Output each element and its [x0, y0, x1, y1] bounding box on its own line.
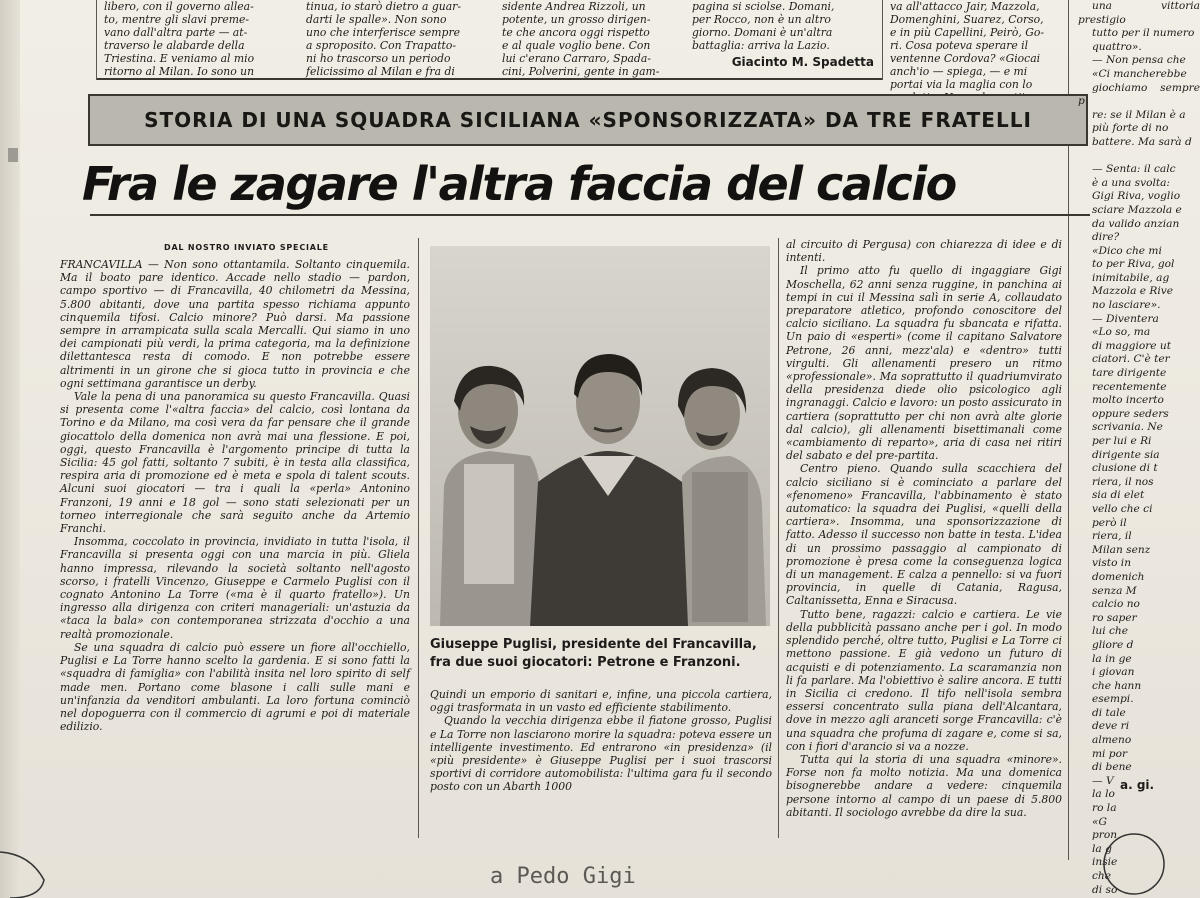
article-paragraph: Tutta qui la storia di una squadra «minore». Forse non fa molto notizia. Ma una domenica bisognerebbe andare a vedere: cinquemila persone intorno al campo di un paese di 5.800 abitanti. Il sociologo avrebbe da dire la sua.	[786, 752, 1062, 819]
top-col-line: libero, con il governo allea-	[104, 0, 254, 13]
strip-line: i giovan	[1092, 666, 1135, 679]
top-box-rule	[96, 78, 882, 80]
strip-line: clusione di t	[1092, 462, 1158, 475]
top-col-line: potente, un grosso dirigen-	[502, 13, 651, 26]
article-paragraph: FRANCAVILLA — Non sono ottantamila. Soltanto cinquemila. Ma il boato pare identico. Accade nello stadio — pardon, campo sportivo — di Francavilla, 40 chilometri da Messina, 5.800 abitanti, dove una partita spesso richiama appunto cinquemila tifosi. Calcio minore? Può darsi. Ma passione sempre in arrampicata sulla scala Mercalli. Qui siamo in uno dei campionati più verdi, la prima categoria, ma la definizione dilettantesca resta di comodo. E non potrebbe essere altrimenti in un girone che si gioca tutto in provincia e che ogni settimana garantisce un derby.	[60, 258, 410, 390]
top-col-line: Domenghini, Suarez, Corso,	[890, 13, 1044, 26]
strip-line: più forte di no	[1092, 122, 1169, 135]
top-col-line: e in più Capellini, Peirò, Go-	[890, 26, 1044, 39]
top-col-line: anch'io — spiega, — e mi	[890, 65, 1028, 78]
top-col-line: Triestina. E veniamo al mio	[104, 52, 255, 65]
top-col-1	[104, 0, 296, 78]
article-paragraph: Centro pieno. Quando sulla scacchiera del calcio siciliano si è cominciato a parlare del «fenomeno» Francavilla, l'abbinamento è stato automatico: la squadra dei Puglisi, «quelli della cartiera». Insomma, una sponsorizzazione di fatto. Adesso il successo non batte in testa. L'idea di un prossimo passaggio al campionato di promozione è presa come la conseguenza logica di un management. E calza a pennello: si va fuori provincia, in quelle di Catania, Ragusa, Caltanissetta, Enna e Siracusa.	[786, 462, 1062, 608]
strip-line: insie	[1092, 856, 1118, 869]
strip-line: pron	[1092, 829, 1118, 842]
top-col-line: cini, Polverini, gente in gam-	[502, 65, 660, 78]
strip-line: almeno	[1092, 734, 1132, 747]
strip-line: una vittoria prestigio	[1078, 0, 1200, 26]
strip-line: per lui e Ri	[1092, 435, 1152, 447]
top-col-line: te che ancora oggi rispetto	[502, 26, 650, 39]
page-edge	[0, 0, 20, 898]
headline: Fra le zagare l'altra faccia del calcio	[82, 157, 956, 211]
article-col-2	[430, 688, 772, 838]
article-paragraph: Vale la pena di una panoramica su questo Francavilla. Quasi si presenta come l'«altra faccia» del calcio, così lontana da Torino e da Milano, ma così vera da far pensare che il grande giocattolo della domenica non avrà mai una flessione. E poi, oggi, questo Francavilla è l'argomento principe di tutta la Sicilia: 45 gol fatti, soltanto 7 subiti, è in testa alla classifica, respira aria di promozione ed è meta e spola di talent scouts. Alcuni suoi giocatori — tra i quali la «perla» Antonino Franzoni, 19 anni e 18 gol — sono stati selezionati per un torneo interregionale che sarà seguito anche da Artemio Franchi.	[60, 390, 410, 536]
top-col-line: per Rocco, non è un altro	[692, 13, 831, 26]
top-col-line: portai via la maglia con lo	[890, 78, 1033, 91]
strip-line: to per Riva, gol	[1092, 258, 1175, 271]
team-photo	[430, 246, 770, 626]
top-col-line: lui c'erano Carraro, Spada-	[502, 52, 651, 65]
strip-line: no lasciare».	[1092, 299, 1161, 312]
strip-line: «Lo so, ma	[1092, 326, 1151, 339]
article-paragraph: Tutto bene, ragazzi: calcio e cartiera. Le vie della pubblicità passano anche per i gol. In modo splendido perché, oltre tutto, Puglisi e La Torre ci mettono passione. E già vedono un futuro di acquisti e di potenziamento. La scaramanzia non li fa parlare. Ma l'obiettivo è salire ancora. E tutti in Sicilia ci credono. Il tifo nell'isola sembra essersi concentrato sulla piana dell'Alcantara, dove in mezzo agli aranceti sorge Francavilla: c'è una squadra che profuma di zagare e, come si sa, con i fiori d'arancio si va a nozze.	[786, 607, 1062, 753]
strip-line: da valido anzian	[1092, 217, 1180, 230]
strip-line: re: se il Milan è a	[1092, 108, 1186, 121]
top-col-line: a sproposito. Con Trapatto-	[306, 39, 457, 52]
top-col-4-signature: Giacinto M. Spadetta	[731, 55, 874, 69]
strip-line: mi por	[1092, 747, 1128, 760]
strip-line: «Ci mancherebbe	[1092, 67, 1187, 80]
article-col-1	[60, 258, 410, 843]
photo-illustration	[430, 246, 770, 626]
top-col-line: giorno. Domani è un'altra	[692, 26, 833, 39]
byline: DAL NOSTRO INVIATO SPECIALE	[164, 243, 329, 252]
top-col-line: ventenne Cordova? «Giocai	[890, 52, 1041, 65]
top-col-2	[306, 0, 492, 78]
strip-line: di bene	[1092, 761, 1132, 774]
strip-line: «G	[1092, 815, 1107, 828]
strip-line: ro la	[1092, 802, 1117, 815]
top-col-3	[502, 0, 680, 78]
strip-line: — Non pensa che	[1092, 54, 1186, 67]
handwritten-note: a Pedo Gigi	[490, 864, 636, 889]
article-paragraph: Insomma, coccolato in provincia, invidiato in tutta l'isola, il Francavilla si presenta oggi con una marcia in più. Gliela hanno impressa, rilevando la società soltanto nell'agosto scorso, i fratelli Vincenzo, Giuseppe e Carmelo Puglisi con il cognato Antonino La Torre («ma è il quarto fratello»). Un ingresso alla dirigenza con criteri manageriali: un'astuzia da «taca la bala» con contemporanea strizzata d'occhio a una realtà promozionale.	[60, 535, 410, 641]
top-col-line: ri. Cosa poteva sperare il	[890, 39, 1029, 52]
strip-line: riera, il	[1092, 530, 1132, 543]
strip-line: giochiamo sempre p	[1078, 81, 1200, 108]
top-col-5	[890, 0, 1068, 91]
photo-caption: Giuseppe Puglisi, presidente del Francavilla, fra due suoi giocatori: Petrone e Franzoni.	[430, 637, 757, 670]
adjacent-article-strip	[1076, 0, 1200, 896]
strip-line: senza M	[1092, 584, 1137, 597]
strip-line: la g	[1092, 842, 1112, 855]
strip-line: ciatori. C'è ter	[1092, 353, 1170, 366]
article-paragraph: Se una squadra di calcio può essere un fiore all'occhiello, Puglisi e La Torre hanno scelto la gardenia. E si sono fatti la «squadra di famiglia» con l'abilità insita nel loro spirito di self made men. Portano come blasone i calli sulle mani e un'infanzia da venditori ambulanti. La loro fortuna cominciò nel dopoguerra con il commercio di agrumi e poi di materiale edilizio.	[60, 640, 410, 734]
strip-line: domenich	[1092, 570, 1145, 583]
strip-line: visto in	[1092, 557, 1132, 570]
strip-line: sciare Mazzola e	[1092, 203, 1182, 216]
strip-line: molto incerto	[1092, 394, 1164, 407]
strip-line: è a una svolta:	[1092, 176, 1170, 189]
strip-line: dire?	[1092, 231, 1120, 244]
kicker-banner: STORIA DI UNA SQUADRA SICILIANA «SPONSORIZZATA» DA TRE FRATELLI	[88, 94, 1088, 146]
strip-line: la lo	[1092, 788, 1115, 801]
article-paragraph: Il primo atto fu quello di ingaggiare Gigi Moschella, 62 anni senza ruggine, in panchina ai tempi in cui il Messina salì in serie A, collaudato preparatore atletico, profondo conoscitore del calcio siciliano. La squadra fu sbancata e rifatta. Un paio di «esperti» (come il capitano Salvatore Petrone, 26 anni, mezz'ala) e «dentro» tutti virgulti. Gli allenamenti presero un ritmo «professionale». Ma soprattutto il quadriumvirato della presidenza diede olio psicologico agli ingranaggi. Calcio e lavoro: un posto assicurato in cartiera (soprattutto per chi non avrà alte glorie dal calcio), gli allenamenti bisettimanali come «cambiamento di reparto», aria di casa nei ritiri del sabato e del pre-partita.	[786, 264, 1062, 463]
strip-line: «Dico che mi	[1092, 244, 1162, 257]
strip-line: Milan senz	[1092, 543, 1151, 556]
article-col-3	[786, 238, 1062, 819]
top-col-line: ni ho trascorso un periodo	[306, 52, 451, 65]
article-paragraph: Quando la vecchia dirigenza ebbe il fiatone grosso, Puglisi e La Torre non lasciarono morire la squadra: poteva essere un intelligente investimento. Ed entrarono «in presidenza» (il «più presidente» è Giuseppe Puglisi per i suoi trascorsi sportivi di corridore automobilista: l'ultima gara fu il secondo posto con un Abarth 1000	[430, 714, 772, 794]
strip-line: vello che ci	[1092, 502, 1153, 515]
strip-line: ro saper	[1092, 611, 1137, 624]
top-col-line: traverso le alabarde della	[104, 39, 245, 52]
strip-line: scrivania. Ne	[1092, 421, 1163, 434]
strip-line: — Diventera	[1092, 312, 1159, 325]
strip-line: che hann	[1092, 679, 1142, 692]
top-col-line: battaglia: arriva la Lazio.	[692, 39, 830, 52]
strip-line	[1078, 150, 1200, 164]
strip-line: di tale	[1092, 706, 1126, 719]
strip-line: calcio no	[1092, 598, 1140, 611]
strip-line: battere. Ma sarà d	[1092, 135, 1192, 148]
strip-line: però il	[1092, 516, 1127, 529]
article-paragraph: Quindi un emporio di sanitari e, infine, una piccola cartiera, oggi trasformata in un vasto ed efficiente stabilimento.	[430, 688, 772, 715]
headline-underline	[90, 214, 1090, 216]
strip-line: gliore d	[1092, 638, 1134, 651]
strip-line: dirigente sia	[1092, 448, 1160, 461]
strip-line: lui che	[1092, 625, 1128, 638]
strip-line: di so	[1092, 883, 1118, 896]
article-paragraph: al circuito di Pergusa) con chiarezza di idee e di intenti.	[786, 238, 1062, 265]
strip-line: quattro».	[1092, 40, 1142, 53]
strip-line: — Senta: il calc	[1092, 163, 1176, 176]
strip-line: sia di elet	[1092, 489, 1145, 502]
top-col-line: e al quale voglio bene. Con	[502, 39, 651, 52]
top-col-line: pagina si sciolse. Domani,	[692, 0, 835, 13]
top-col-line: ritorno al Milan. Io sono un	[104, 65, 255, 78]
top-col-line: darti le spalle». Non sono	[306, 13, 447, 26]
strip-line: Gigi Riva, voglio	[1092, 190, 1181, 203]
top-col-line: sidente Andrea Rizzoli, un	[502, 0, 646, 13]
top-col-line: va all'attacco Jair, Mazzola,	[890, 0, 1040, 13]
strip-line: tare dirigente	[1092, 367, 1167, 380]
strip-line: tutto per il numero	[1092, 27, 1195, 40]
strip-line: che	[1092, 870, 1112, 882]
strip-line: esempi.	[1092, 693, 1134, 706]
top-col-line: vano dall'altra parte — at-	[104, 26, 248, 39]
strip-line: la in ge	[1092, 652, 1132, 665]
top-col-line: to, mentre gli slavi preme-	[104, 13, 250, 26]
top-col-line: tinua, io starò dietro a guar-	[306, 0, 461, 13]
strip-line: oppure seders	[1092, 407, 1169, 420]
strip-line: di maggiore ut	[1092, 339, 1172, 352]
top-col-line: uno che interferisce sempre	[306, 26, 460, 39]
strip-line: recentemente	[1092, 380, 1167, 393]
binder-clip	[8, 148, 18, 162]
strip-line: inimitabile, ag	[1092, 271, 1170, 284]
article-signature: a. gi.	[1120, 778, 1155, 792]
top-col-line: felicissimo al Milan e fra di	[306, 65, 455, 78]
strip-line: Mazzola e Rive	[1092, 285, 1174, 298]
strip-line: deve ri	[1092, 720, 1130, 733]
top-col-4	[692, 0, 874, 69]
strip-line: — V	[1092, 774, 1114, 787]
strip-line: riera, il nos	[1092, 475, 1154, 488]
